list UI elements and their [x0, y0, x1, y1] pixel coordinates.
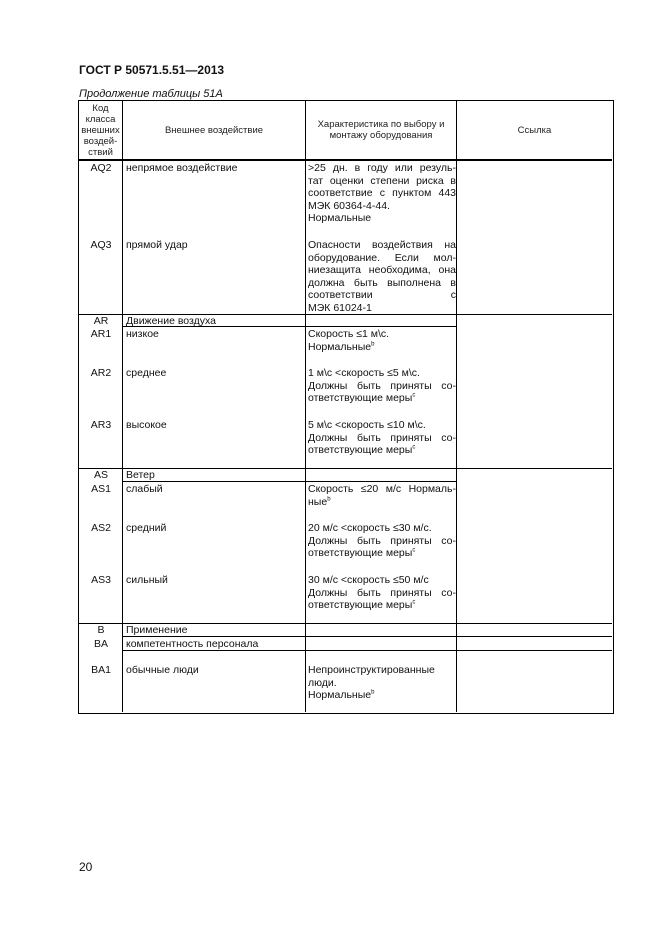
code-as2: AS2 — [91, 522, 111, 534]
group-ba-title: компетентность персонала — [126, 638, 259, 650]
influence-ar3: высокое — [126, 419, 167, 431]
influence-ba1: обычные люди — [126, 664, 199, 676]
influence-aq3: прямой удар — [126, 239, 188, 251]
code-b: B — [97, 624, 105, 636]
header-reference: Ссылка — [517, 125, 552, 136]
row-rule-b-sub — [122, 636, 612, 637]
page-number: 20 — [79, 860, 93, 874]
col-divider-2 — [305, 101, 306, 712]
code-as1: AS1 — [91, 483, 111, 495]
characteristic-aq3: Опасности воздействия на оборудование. Если мол- ниезащита необходима, она должна быть выполнена в соответствии с МЭК 61024-1 — [308, 239, 456, 314]
code-ar1: AR1 — [90, 328, 112, 340]
code-ar2: AR2 — [90, 367, 112, 379]
code-aq3: AQ3 — [90, 239, 112, 251]
header-characteristic: Характеристика по выбору и монтажу оборудования — [317, 119, 445, 141]
col-divider-3 — [456, 101, 457, 712]
influence-as1: слабый — [126, 483, 163, 495]
code-ar3: AR3 — [90, 419, 112, 431]
row-rule-as-sub — [122, 481, 456, 482]
code-as3: AS3 — [91, 574, 111, 586]
group-as-title: Ветер — [126, 469, 155, 481]
code-ba1: BA1 — [91, 664, 111, 676]
header-code: Код класса внешних воздей- ствий — [81, 103, 120, 158]
characteristic-aq2: >25 дн. в году или резуль- тат оценки степени риска в соответствие с пунктом 443 МЭК 60364-4-44. Нормальные — [308, 162, 456, 224]
group-ar-title: Движение воздуха — [126, 315, 216, 327]
external-influences-table — [78, 100, 614, 714]
influence-as3: сильный — [126, 574, 168, 586]
header-influence: Внешнее воздействие — [164, 125, 264, 136]
header-bottom-rule — [79, 159, 612, 161]
code-as: AS — [93, 469, 108, 481]
standard-number: ГОСТ Р 50571.5.51—2013 — [79, 63, 225, 77]
characteristic-ba1: Непроинструктированные люди. Нормальные$^b$ — [308, 664, 435, 701]
characteristic-as3: 30 м/с <скорость ≤50 м/с Должны быть приняты со- ответствующие меры$^c$ — [308, 574, 456, 611]
col-divider-1 — [122, 101, 123, 712]
code-ar: AR — [93, 315, 109, 327]
characteristic-as1: Скорость ≤20 м/с Нормаль- ные$^b$ — [308, 483, 456, 508]
influence-aq2: непрямое воздействие — [126, 162, 238, 174]
row-rule-as — [79, 468, 612, 469]
characteristic-ar1: Скорость ≤1 м\с. Нормальные$^b$ — [308, 328, 390, 353]
characteristic-as2: 20 м/с <скорость ≤30 м/с. Должны быть приняты со- ответствующие меры$^c$ — [308, 522, 456, 559]
influence-ar2: среднее — [126, 367, 167, 379]
characteristic-ar3: 5 м\с <скорость ≤10 м\с. Должны быть приняты со- ответствующие меры$^c$ — [308, 419, 456, 456]
characteristic-ar2: 1 м\с <скорость ≤5 м\с. Должны быть приняты со- ответствующие меры$^c$ — [308, 367, 456, 404]
code-ba: BA — [93, 638, 108, 650]
code-aq2: AQ2 — [90, 162, 112, 174]
influence-as2: средний — [126, 522, 167, 534]
group-b-title: Применение — [126, 624, 188, 636]
table-continuation-caption: Продолжение таблицы 51А — [79, 88, 223, 100]
influence-ar1: низкое — [126, 328, 159, 340]
